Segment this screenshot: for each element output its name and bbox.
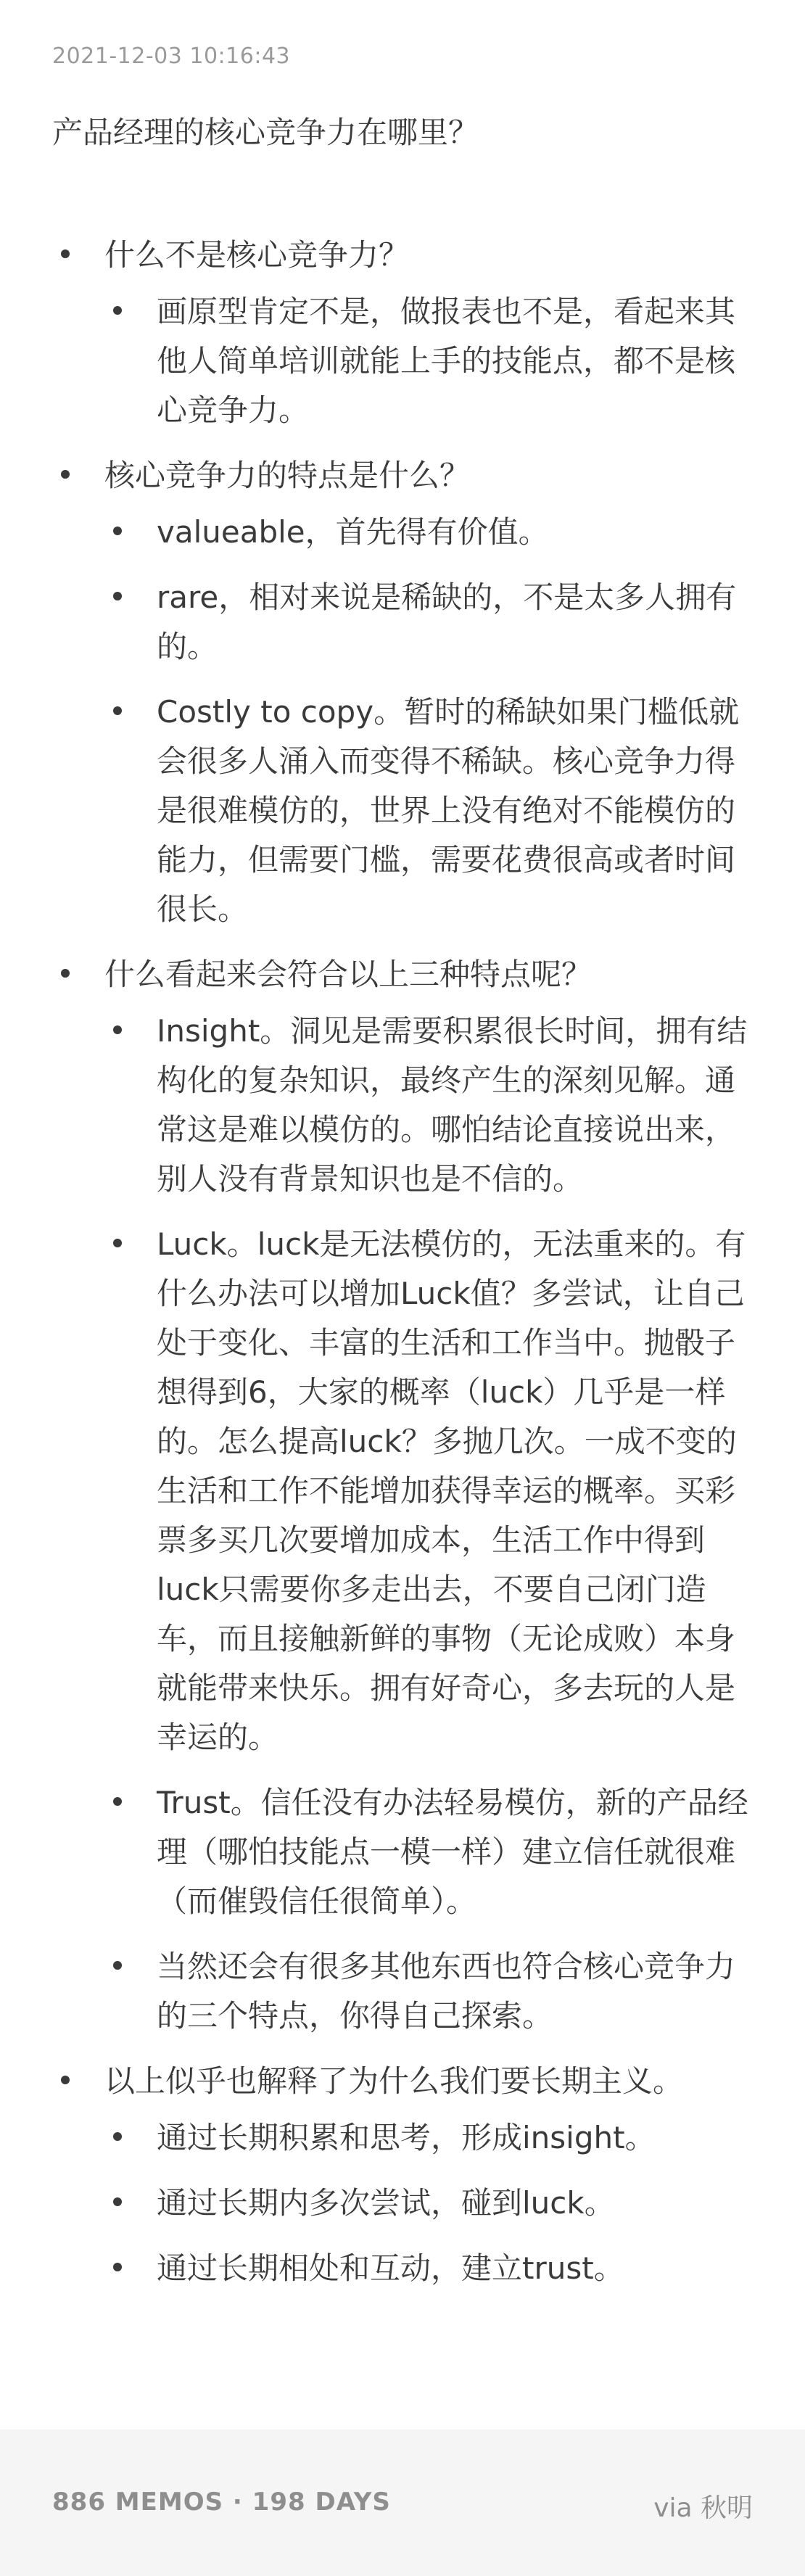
bullet-icon	[61, 969, 70, 978]
bullet-icon	[113, 2132, 122, 2141]
author-attribution: via 秋明	[653, 2493, 753, 2523]
sub-list-item-text: Insight。洞见是需要积累很长时间，拥有结构化的复杂知识，最终产生的深刻见解。通常这是难以模仿的。哪怕结论直接说出来，别人没有背景知识也是不信的。	[157, 1013, 748, 1197]
bullet-icon	[61, 2076, 70, 2084]
list-item-text: 什么不是核心竞争力？	[104, 237, 410, 273]
sub-list-item-text: Trust。信任没有办法轻易模仿，新的产品经理（哪怕技能点一模一样）建立信任就很难（而催毁信任很简单）。	[157, 1785, 748, 1919]
memo-content	[52, 41, 753, 2309]
bullet-icon	[61, 470, 70, 479]
bullet-icon	[113, 706, 122, 715]
list-item	[52, 950, 753, 2041]
sub-list	[104, 287, 753, 435]
list-item-text: 什么看起来会符合以上三种特点呢？	[104, 957, 593, 992]
sub-list-item-text: 通过长期内多次尝试，碰到luck。	[157, 2185, 615, 2221]
sub-list-item	[104, 1942, 753, 2041]
sub-list-item-text: 画原型肯定不是，做报表也不是，看起来其他人简单培训就能上手的技能点，都不是核心竞争力。	[157, 294, 736, 428]
sub-list-item	[104, 2179, 753, 2228]
bullet-icon	[113, 527, 122, 535]
sub-list-item	[104, 2113, 753, 2163]
sub-list-item-text: 通过长期相处和互动，建立trust。	[157, 2250, 624, 2286]
bullet-icon	[113, 2263, 122, 2271]
list-item-text: 以上似乎也解释了为什么我们要长期主义。	[104, 2063, 684, 2099]
sub-list-item-text: 通过长期积累和思考，形成insight。	[157, 2120, 656, 2155]
sub-list	[104, 508, 753, 934]
list-item	[52, 2057, 753, 2293]
bullet-icon	[113, 1025, 122, 1034]
list-item	[52, 451, 753, 934]
sub-list-item-text: rare，相对来说是稀缺的，不是太多人拥有的。	[157, 579, 737, 664]
bullet-icon	[113, 1961, 122, 1970]
sub-list-item	[104, 287, 753, 435]
sub-list	[104, 1007, 753, 2041]
sub-list-item-text: valueable，首先得有价值。	[157, 514, 549, 550]
sub-list-item-text: 当然还会有很多其他东西也符合核心竞争力的三个特点，你得自己探索。	[157, 1949, 736, 2034]
bullet-icon	[113, 592, 122, 600]
sub-list-item	[104, 688, 753, 934]
sub-list-item	[104, 2244, 753, 2293]
sub-list	[104, 2113, 753, 2293]
bullet-icon	[113, 2197, 122, 2206]
memo-stats: 886 MEMOS · 198 DAYS	[52, 2488, 391, 2517]
memo-outline	[52, 231, 753, 2293]
sub-list-item	[104, 508, 753, 557]
bullet-icon	[113, 306, 122, 315]
sub-list-item	[104, 1778, 753, 1926]
sub-list-item-text: Costly to copy。暂时的稀缺如果门槛低就会很多人涌入而变得不稀缺。核心竞争力得是很难模仿的，世界上没有绝对不能模仿的能力，但需要门槛，需要花费很高或者时间很长。	[157, 694, 740, 927]
bullet-icon	[61, 249, 70, 258]
list-item	[52, 231, 753, 435]
sub-list-item	[104, 1007, 753, 1204]
list-item-text: 核心竞争力的特点是什么？	[104, 458, 471, 493]
bullet-icon	[113, 1239, 122, 1247]
sub-list-item-text: Luck。luck是无法模仿的，无法重来的。有什么办法可以增加Luck值？多尝试，让自己处于变化、丰富的生活和工作当中。抛骰子想得到6，大家的概率（luck）几乎是一样的。怎么提高luck？多抛几次。一成不变的生活和工作不能增加获得幸运的概率。买彩票多买几次要增加成本，生活工作中得到luck只需要你多走出去，不要自己闭门造车，而且接触新鲜的事物（无论成败）本身就能带来快乐。拥有好奇心，多去玩的人是幸运的。	[157, 1226, 746, 1755]
memo-question: 产品经理的核心竞争力在哪里？	[52, 115, 479, 150]
memo-timestamp: 2021-12-03 10:16:43	[52, 44, 291, 69]
bullet-icon	[113, 1797, 122, 1806]
sub-list-item	[104, 573, 753, 672]
sub-list-item	[104, 1220, 753, 1762]
memo-footer	[0, 2430, 805, 2576]
